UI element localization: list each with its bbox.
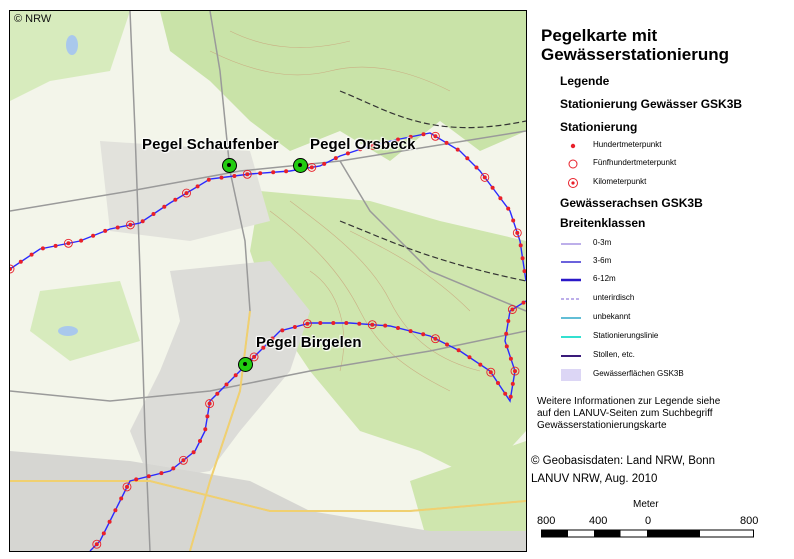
legend-item-label: 6-12m	[593, 274, 616, 283]
station-point	[305, 322, 309, 326]
legend-item-label: Kilometerpunkt	[593, 177, 647, 186]
station-point	[456, 148, 460, 152]
station-point	[519, 243, 523, 247]
credit-line: LANUV NRW, Aug. 2010	[531, 473, 658, 485]
station-point	[491, 186, 495, 190]
gauge-label-birgelen[interactable]: Pegel Birgelen	[256, 334, 362, 351]
station-point	[511, 382, 515, 386]
station-point	[95, 542, 99, 546]
legend-item-fivehundred	[560, 156, 790, 172]
station-point	[344, 321, 348, 325]
station-point	[225, 383, 229, 387]
legend-item-axis	[560, 348, 790, 364]
station-point	[503, 392, 507, 396]
line-sample-icon	[560, 310, 582, 326]
station-point	[196, 184, 200, 188]
scale-tick: 400	[589, 515, 608, 527]
line-sample-icon	[560, 329, 582, 345]
legend-item-axis	[560, 291, 790, 307]
legend-item-label: Hundertmeterpunkt	[593, 140, 662, 149]
station-point	[515, 231, 519, 235]
station-point	[159, 471, 163, 475]
legend-item-axis	[560, 236, 790, 252]
line-sample-icon	[560, 236, 582, 252]
station-point	[433, 134, 437, 138]
station-point	[162, 205, 166, 209]
station-point	[108, 520, 112, 524]
topographic-map	[10, 11, 526, 551]
station-point	[310, 165, 314, 169]
station-point	[510, 308, 514, 312]
station-point	[245, 172, 249, 176]
info-line: auf den LANUV-Seiten zum Suchbegriff	[537, 408, 713, 419]
station-point	[54, 244, 58, 248]
gauge-marker[interactable]	[222, 158, 237, 173]
map-title: Pegelkarte mit Gewässerstationierung	[541, 26, 730, 64]
station-point	[141, 219, 145, 223]
station-point	[116, 226, 120, 230]
legend-info-text	[537, 396, 720, 432]
legend-item-hundred	[560, 138, 790, 154]
station-point	[203, 427, 207, 431]
station-point	[496, 381, 500, 385]
station-point	[396, 326, 400, 330]
scale-tick: 800	[537, 515, 556, 527]
station-point	[119, 497, 123, 501]
legend-item-label: Fünfhundertmeterpunkt	[593, 158, 677, 167]
station-point	[465, 156, 469, 160]
legend-heading: Legende	[560, 74, 610, 88]
line-sample-icon	[560, 367, 582, 383]
station-point	[506, 207, 510, 211]
scale-unit: Meter	[633, 499, 659, 510]
station-point	[128, 223, 132, 227]
station-point	[215, 392, 219, 396]
station-point	[19, 260, 23, 264]
station-point	[284, 169, 288, 173]
station-point	[232, 174, 236, 178]
station-point	[173, 198, 177, 202]
station-point	[234, 373, 238, 377]
station-point	[504, 332, 508, 336]
legend-item-label: 3-6m	[593, 256, 612, 265]
station-point	[318, 321, 322, 325]
station-point	[331, 321, 335, 325]
station-point	[205, 414, 209, 418]
station-point	[147, 474, 151, 478]
station-point	[185, 191, 189, 195]
station-point	[509, 395, 513, 399]
station-point	[102, 531, 106, 535]
station-point	[192, 450, 196, 454]
station-point	[468, 355, 472, 359]
station-point	[41, 246, 45, 250]
station-point	[280, 328, 284, 332]
line-sample-icon	[560, 291, 582, 307]
legend-item-kilometer	[560, 175, 790, 191]
station-point	[103, 229, 107, 233]
station-point	[457, 348, 461, 352]
legend-item-axis	[560, 367, 790, 383]
station-point	[511, 219, 515, 223]
legend-item-axis	[560, 254, 790, 270]
line-sample-icon	[560, 348, 582, 364]
legend-item-label: Gewässerflächen GSK3B	[593, 369, 684, 378]
legend-item-label: unbekannt	[593, 312, 631, 321]
station-point	[433, 337, 437, 341]
station-point	[293, 325, 297, 329]
station-point	[91, 234, 95, 238]
station-point	[370, 323, 374, 327]
line-sample-icon	[560, 272, 582, 288]
station-point	[113, 508, 117, 512]
station-point	[134, 477, 138, 481]
station-point	[271, 170, 275, 174]
legend-panel	[529, 10, 791, 550]
station-point	[509, 357, 513, 361]
gauge-label-schaufenberg[interactable]: Pegel Schaufenber	[142, 136, 279, 153]
station-point	[334, 156, 338, 160]
gauge-marker[interactable]	[238, 357, 253, 372]
legend-item-axis	[560, 310, 790, 326]
station-point	[522, 301, 526, 305]
scale-tick: 800	[740, 515, 759, 527]
scale-tick: 0	[645, 515, 652, 527]
station-point	[66, 241, 70, 245]
ring-icon	[560, 156, 582, 172]
station-point	[498, 196, 502, 200]
station-point	[171, 466, 175, 470]
station-point	[489, 370, 493, 374]
legend-section-axes: Gewässerachsen GSK3B	[560, 196, 703, 210]
station-point	[198, 439, 202, 443]
station-point	[152, 212, 156, 216]
dot-icon	[560, 138, 582, 154]
legend-item-axis	[560, 272, 790, 288]
station-point	[258, 171, 262, 175]
legend-subsection-width: Breitenklassen	[560, 216, 646, 230]
legend-subsection-stationing: Stationierung	[560, 120, 638, 134]
station-point	[478, 363, 482, 367]
legend-item-label: unterirdisch	[593, 293, 635, 302]
station-point	[513, 369, 517, 373]
station-point	[483, 175, 487, 179]
station-point	[220, 176, 224, 180]
scale-bar	[541, 529, 771, 539]
station-point	[409, 329, 413, 333]
station-point	[322, 162, 326, 166]
legend-item-label: Stollen, etc.	[593, 350, 635, 359]
station-point	[357, 322, 361, 326]
station-point	[445, 343, 449, 347]
station-point	[208, 402, 212, 406]
station-point	[505, 344, 509, 348]
station-point	[475, 166, 479, 170]
map-copyright: © NRW	[14, 13, 52, 25]
line-sample-icon	[560, 254, 582, 270]
credit-line: © Geobasisdaten: Land NRW, Bonn	[531, 455, 716, 467]
station-point	[422, 132, 426, 136]
legend-item-label: Stationierungslinie	[593, 331, 659, 340]
station-point	[30, 253, 34, 257]
gauge-marker[interactable]	[293, 158, 308, 173]
station-point	[421, 332, 425, 336]
station-point	[252, 355, 256, 359]
credits	[531, 452, 715, 488]
legend-item-label: 0-3m	[593, 238, 612, 247]
station-point	[506, 319, 510, 323]
station-point	[521, 256, 525, 260]
info-line: Gewässerstationierungskarte	[537, 420, 667, 431]
station-point	[181, 458, 185, 462]
station-point	[383, 324, 387, 328]
legend-item-axis	[560, 329, 790, 345]
station-point	[445, 141, 449, 145]
station-point	[125, 485, 129, 489]
station-point	[207, 178, 211, 182]
legend-section-stationing: Stationierung Gewässer GSK3B	[560, 97, 743, 111]
info-line: Weitere Informationen zur Legende siehe	[537, 396, 721, 407]
map-panel[interactable]	[9, 10, 527, 552]
target-icon	[560, 175, 582, 191]
station-point	[79, 239, 83, 243]
gauge-label-orsbeck[interactable]: Pegel Orsbeck	[310, 136, 416, 153]
